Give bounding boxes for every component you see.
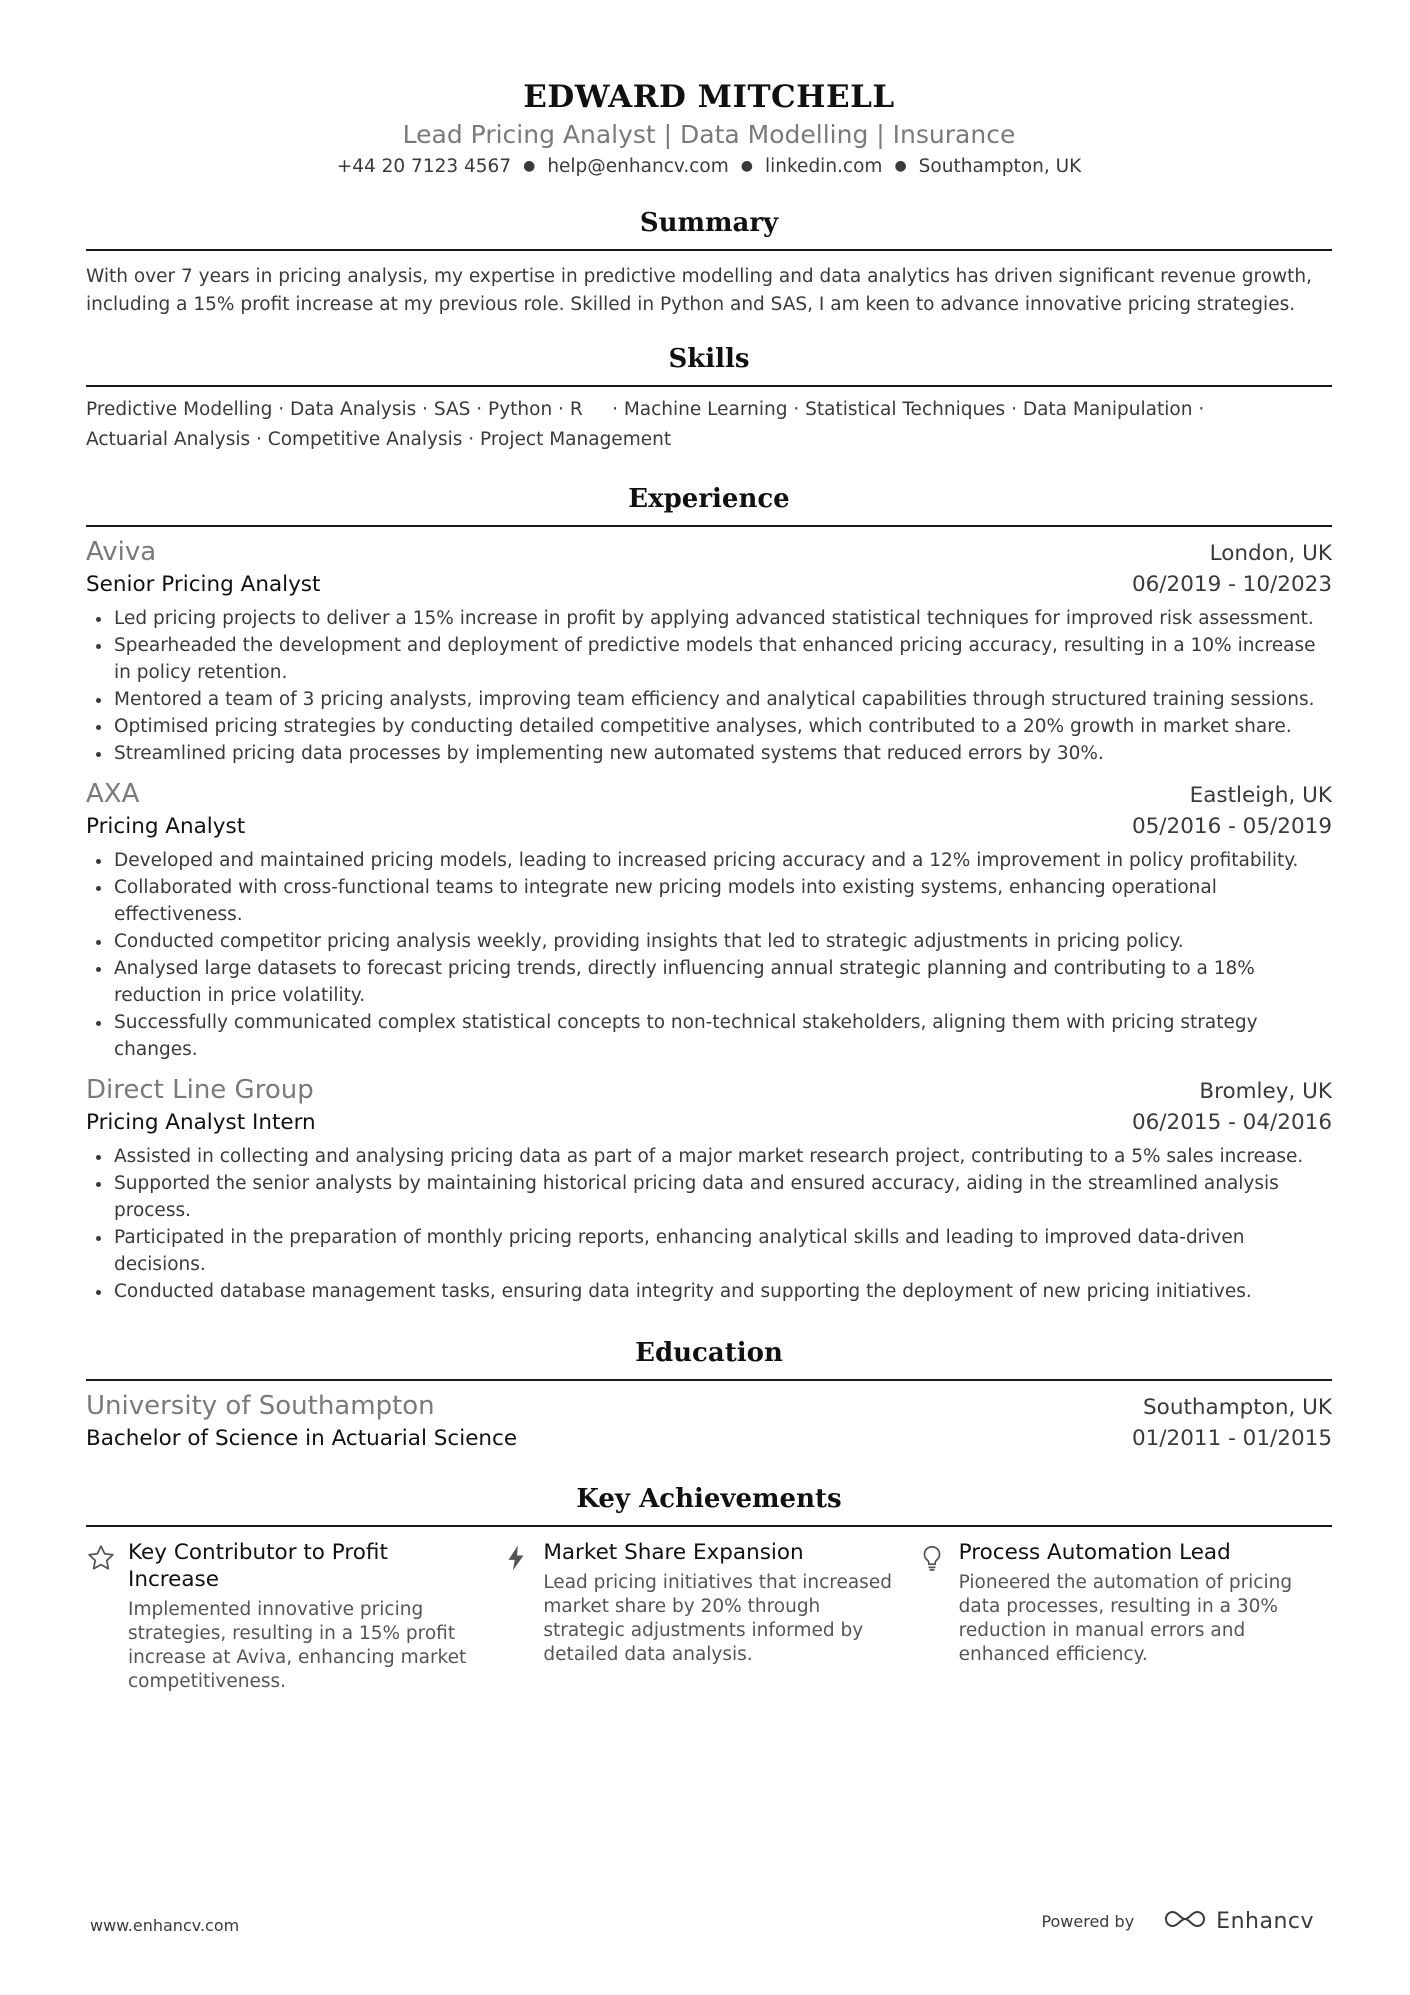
- achievement-item: [917, 1539, 1332, 1694]
- candidate-headline: Lead Pricing Analyst | Data Modelling | Insurance: [402, 120, 1016, 149]
- skills-line: Predictive Modelling · Data Analysis · SAS · Python · R · Machine Learning · Statistical Techniques · Data Manipulation ·: [86, 399, 1205, 420]
- email-link[interactable]: help@enhancv.com: [547, 156, 729, 177]
- list-item: Successfully communicated complex statistical concepts to non-technical stakeholders, aligning them with pricing strategy changes.: [86, 1009, 1332, 1063]
- experience-title: Experience: [628, 484, 790, 514]
- contact-line: [86, 154, 1332, 181]
- education-section: [86, 1335, 1332, 1455]
- company-name: Aviva: [86, 537, 157, 567]
- job-location: Eastleigh, UK: [1189, 783, 1332, 808]
- job-title: Pricing Analyst: [86, 814, 246, 839]
- list-item: Streamlined pricing data processes by implementing new automated systems that reduced errors by 30%.: [86, 740, 1332, 767]
- achievement-title: Process Automation Lead: [958, 1540, 1231, 1565]
- job-dates: 05/2016 - 05/2019: [1131, 814, 1332, 839]
- separator-dot: ●: [523, 158, 536, 174]
- section-divider: [86, 1379, 1332, 1381]
- enhancv-logo-icon: [1162, 1906, 1208, 1936]
- job-bullets: [86, 1143, 1332, 1305]
- job-title: Senior Pricing Analyst: [86, 572, 321, 597]
- brand-name: Enhancv: [1216, 1908, 1314, 1934]
- location: Southampton, UK: [918, 156, 1082, 177]
- achievement-description: Implemented innovative pricing strategies, resulting in a 15% profit increase at Aviva, enhancing market competitiveness.: [128, 1599, 467, 1692]
- powered-by-label: Powered by: [1041, 1911, 1135, 1931]
- achievement-title: Key Contributor to Profit Increase: [128, 1540, 388, 1592]
- achievement-item: [86, 1539, 501, 1694]
- job-title: Pricing Analyst Intern: [86, 1110, 316, 1135]
- phone: +44 20 7123 4567: [336, 156, 512, 177]
- job-bullets: [86, 847, 1332, 1063]
- school-name: University of Southampton: [86, 1391, 435, 1421]
- candidate-name: EDWARD MITCHELL: [523, 79, 895, 115]
- skills-title: Skills: [668, 344, 750, 374]
- achievement-item: [501, 1539, 916, 1694]
- achievements-grid: [86, 1539, 1332, 1694]
- achievements-title: Key Achievements: [576, 1484, 842, 1514]
- achievement-description: Pioneered the automation of pricing data processes, resulting in a 30% reduction in manual errors and enhanced efficiency.: [958, 1572, 1293, 1665]
- achievement-title: Market Share Expansion: [543, 1540, 804, 1565]
- experience-entry: [86, 777, 1332, 1063]
- list-item: Developed and maintained pricing models, leading to increased pricing accuracy and a 12% improvement in policy profitability.: [86, 847, 1332, 874]
- lightbulb-icon: [917, 1539, 959, 1694]
- experience-entry: [86, 1073, 1332, 1305]
- linkedin-link[interactable]: linkedin.com: [765, 156, 883, 177]
- list-item: Led pricing projects to deliver a 15% increase in profit by applying advanced statistical techniques for improved risk assessment.: [86, 605, 1332, 632]
- footer-branding[interactable]: [1041, 1906, 1314, 1936]
- job-bullets: [86, 605, 1332, 767]
- list-item: Assisted in collecting and analysing pricing data as part of a major market research project, contributing to a 5% sales increase.: [86, 1143, 1332, 1170]
- skills-line: Actuarial Analysis · Competitive Analysis · Project Management: [86, 429, 672, 450]
- resume-header: [86, 0, 1332, 181]
- section-divider: [86, 249, 1332, 251]
- degree: Bachelor of Science in Actuarial Science: [86, 1426, 518, 1451]
- education-dates: 01/2011 - 01/2015: [1131, 1426, 1332, 1451]
- job-location: London, UK: [1209, 541, 1332, 566]
- star-icon: [86, 1539, 128, 1694]
- experience-section: [86, 481, 1332, 1305]
- skills-section: [86, 341, 1332, 455]
- job-dates: 06/2015 - 04/2016: [1131, 1110, 1332, 1135]
- company-name: Direct Line Group: [86, 1075, 314, 1105]
- lightning-icon: [501, 1539, 543, 1694]
- summary-section: [86, 205, 1332, 319]
- list-item: Conducted competitor pricing analysis weekly, providing insights that led to strategic adjustments in pricing policy.: [86, 928, 1332, 955]
- achievement-description: Lead pricing initiatives that increased market share by 20% through strategic adjustments informed by detailed data analysis.: [543, 1572, 892, 1665]
- company-name: AXA: [86, 779, 140, 809]
- school-location: Southampton, UK: [1143, 1395, 1332, 1420]
- section-divider: [86, 1525, 1332, 1527]
- footer-website-link[interactable]: www.enhancv.com: [90, 1916, 240, 1935]
- achievements-section: [86, 1481, 1332, 1694]
- resume-page: [86, 0, 1332, 1694]
- job-location: Bromley, UK: [1199, 1079, 1332, 1104]
- list-item: Mentored a team of 3 pricing analysts, improving team efficiency and analytical capabilities through structured training sessions.: [86, 686, 1332, 713]
- section-divider: [86, 385, 1332, 387]
- skills-list: [86, 395, 1332, 455]
- list-item: Supported the senior analysts by maintaining historical pricing data and ensured accuracy, aiding in the streamlined analysis process.: [86, 1170, 1332, 1224]
- list-item: Participated in the preparation of monthly pricing reports, enhancing analytical skills and leading to improved data-driven decisions.: [86, 1224, 1332, 1278]
- list-item: Spearheaded the development and deployment of predictive models that enhanced pricing accuracy, resulting in a 10% increase in policy retention.: [86, 632, 1332, 686]
- experience-entry: [86, 535, 1332, 767]
- section-divider: [86, 525, 1332, 527]
- summary-title: Summary: [639, 208, 779, 238]
- list-item: Analysed large datasets to forecast pricing trends, directly influencing annual strategic planning and contributing to a 18% reduction in price volatility.: [86, 955, 1332, 1009]
- list-item: Collaborated with cross-functional teams to integrate new pricing models into existing systems, enhancing operational effectiveness.: [86, 874, 1332, 928]
- summary-text: With over 7 years in pricing analysis, my expertise in predictive modelling and data analytics has driven significant revenue growth, including a 15% profit increase at my previous role. Skilled in Python and SAS, I am keen to advance innovative pricing strategies.: [86, 266, 1312, 315]
- job-dates: 06/2019 - 10/2023: [1131, 572, 1332, 597]
- education-entry: [86, 1389, 1332, 1455]
- education-title: Education: [635, 1338, 783, 1368]
- separator-dot: ●: [740, 158, 753, 174]
- list-item: Conducted database management tasks, ensuring data integrity and supporting the deployment of new pricing initiatives.: [86, 1278, 1332, 1305]
- list-item: Optimised pricing strategies by conducting detailed competitive analyses, which contributed to a 20% growth in market share.: [86, 713, 1332, 740]
- separator-dot: ●: [894, 158, 907, 174]
